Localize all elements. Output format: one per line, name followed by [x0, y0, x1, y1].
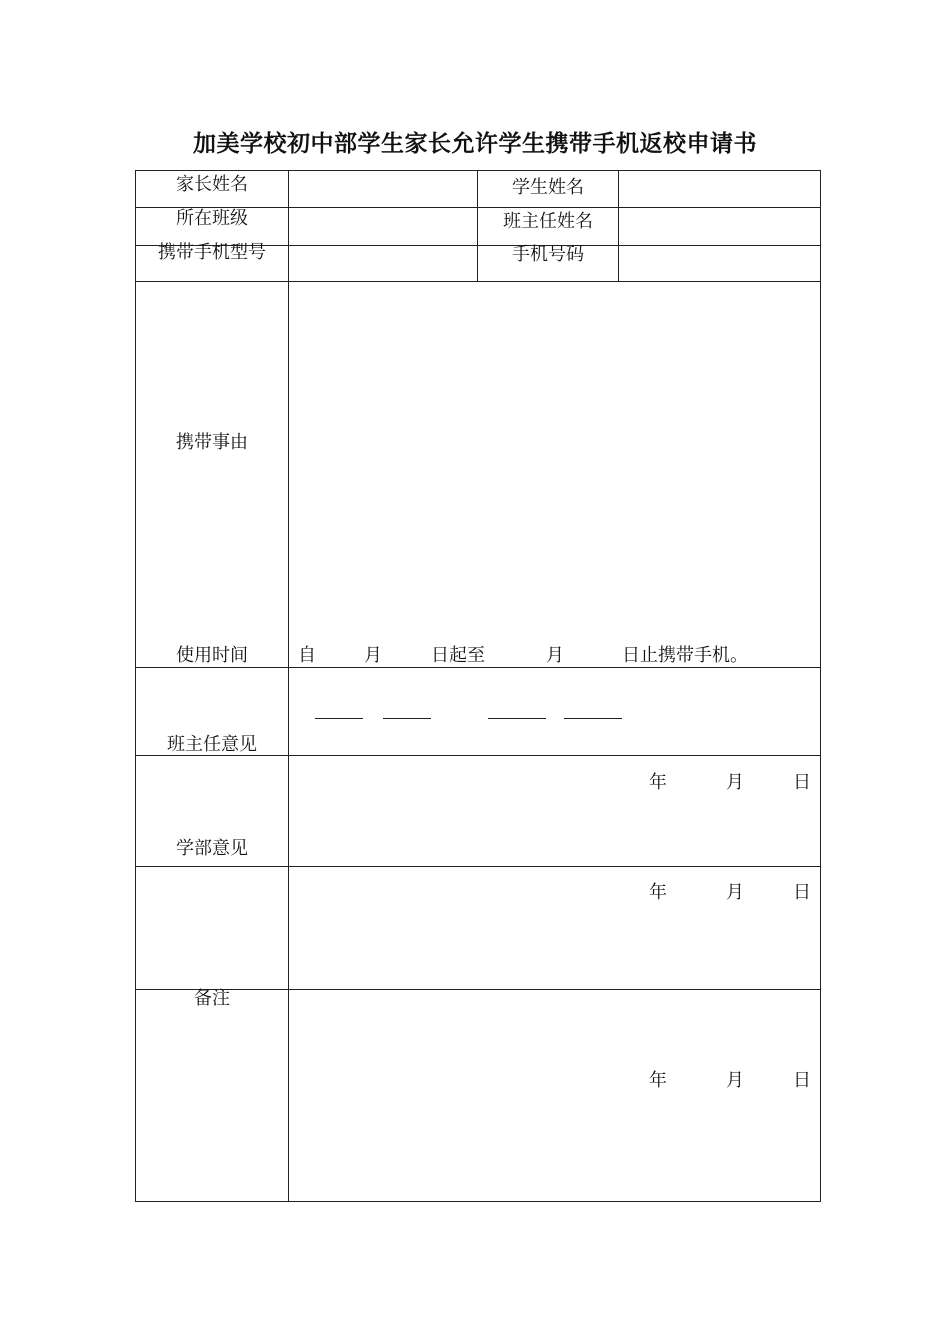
- date-day: 日: [793, 1070, 811, 1091]
- usage-start-text: 日起至: [431, 645, 485, 666]
- blank-line: [383, 718, 431, 719]
- phone-number-label: 手机号码: [512, 244, 584, 265]
- teacher-opinion-field[interactable]: [289, 668, 820, 708]
- head-teacher-label: 班主任姓名: [503, 211, 593, 232]
- date-month: 月: [726, 882, 744, 903]
- student-name-field[interactable]: [619, 171, 820, 207]
- class-field[interactable]: [289, 208, 477, 245]
- teacher-opinion-label: 班主任意见: [167, 734, 257, 755]
- phone-model-field[interactable]: [289, 246, 477, 281]
- parent-name-field[interactable]: [289, 171, 477, 207]
- head-teacher-field[interactable]: [619, 208, 820, 245]
- usage-end-text: 日止携带手机。: [622, 645, 748, 666]
- blank-line: [564, 718, 622, 719]
- reason-label: 携带事由: [176, 432, 248, 453]
- usage-month1-text: 月: [364, 645, 382, 666]
- table-line: [135, 866, 821, 867]
- page-title: 加美学校初中部学生家长允许学生携带手机返校申请书: [193, 131, 757, 157]
- remarks-label: 备注: [194, 988, 230, 1009]
- remarks-field[interactable]: [289, 990, 820, 1050]
- blank-line: [488, 718, 546, 719]
- dept-opinion-label: 学部意见: [176, 838, 248, 859]
- date-day: 日: [793, 882, 811, 903]
- table-line: [135, 170, 136, 1201]
- table-line: [135, 1201, 821, 1202]
- phone-model-label: 携带手机型号: [158, 242, 266, 263]
- date-month: 月: [726, 1070, 744, 1091]
- date-year: 年: [649, 882, 667, 903]
- blank-line: [315, 718, 363, 719]
- student-name-label: 学生姓名: [512, 177, 584, 198]
- dept-opinion-field[interactable]: [289, 800, 820, 864]
- usage-month2-text: 月: [546, 645, 564, 666]
- reason-field[interactable]: [289, 282, 820, 632]
- date-month: 月: [726, 772, 744, 793]
- usage-from-text: 自: [298, 645, 316, 666]
- date-year: 年: [649, 1070, 667, 1091]
- usage-time-label: 使用时间: [176, 645, 248, 666]
- phone-number-field[interactable]: [619, 246, 820, 281]
- date-year: 年: [649, 772, 667, 793]
- table-line: [820, 170, 821, 1202]
- class-label: 所在班级: [176, 208, 248, 229]
- parent-name-label: 家长姓名: [176, 174, 248, 195]
- date-day: 日: [793, 772, 811, 793]
